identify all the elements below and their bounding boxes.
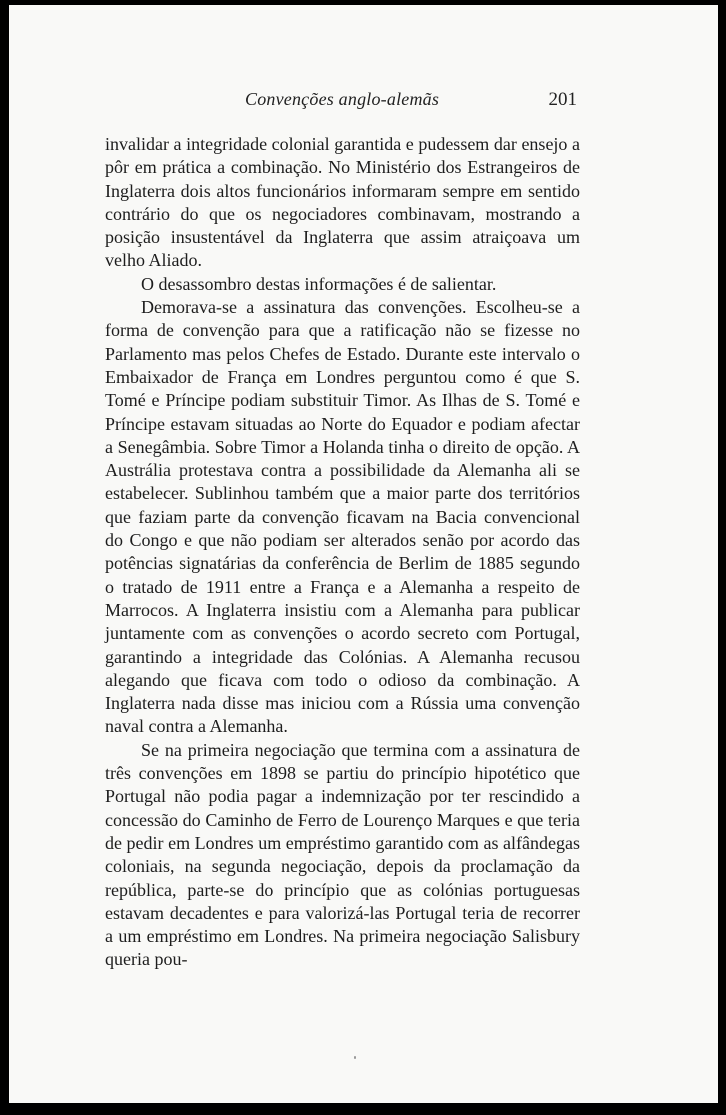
book-page (9, 5, 718, 1103)
paragraph: Demorava-se a assinatura das convenções. Escolheu-se a forma de convenção para que a ratificação não se fizesse no Parlamento mas pelos Chefes de Estado. Durante este intervalo o Embaixador de França em Londres perguntou como é que S. Tomé e Príncipe podiam substituir Timor. As Ilhas de S. Tomé e Príncipe estavam situadas ao Norte do Equador e podiam afectar a Senegâmbia. Sobre Timor a Holanda tinha o direito de opção. A Austrália protestava contra a possibilidade da Alemanha ali se estabelecer. Sublinhou também que a maior parte dos territórios que faziam parte da convenção ficavam na Bacia convencional do Congo e que não podiam ser alterados senão por acordo das potências signatárias da conferência de Berlim de 1885 segundo o tratado de 1911 entre a França e a Alemanha a respeito de Marrocos. A Inglaterra insistiu com a Alemanha para publicar juntamente com as convenções o acordo secreto com Portugal, garantindo a integridade das Colónias. A Alemanha recusou alegando que ficava com todo o odioso da combinação. A Inglaterra nada disse mas iniciou com a Rússia uma convenção naval contra a Alemanha. (105, 297, 580, 737)
paragraph: O desassombro destas informações é de salientar. (141, 273, 497, 294)
running-title: Convenções anglo-alemãs (245, 89, 440, 109)
page-header (245, 89, 577, 117)
paper-speck (354, 1056, 356, 1059)
paragraph-continuation: invalidar a integridade colonial garantida e pudessem dar ensejo a pôr em prática a combinação. No Ministério dos Estrangeiros de Inglaterra dois altos funcionários informaram sempre em sentido contrário do que os negociadores combinavam, mostrando a posição insustentável da Inglaterra que assim atraiçoava um velho Aliado. (105, 134, 580, 271)
paragraph: Se na primeira negociação que termina com a assinatura de três convenções em 1898 se partiu do princípio hipotético que Portugal não podia pagar a indemnização por ter rescindido a concessão do Caminho de Ferro de Lourenço Marques e que teria de pedir em Londres um empréstimo garantido com as alfândegas coloniais, na segunda negociação, depois da proclamação da república, parte-se do princípio que as colónias portuguesas estavam decadentes e para valorizá-las Portugal teria de recorrer a um empréstimo em Londres. Na primeira negociação Salisbury queria pou- (105, 739, 580, 970)
body-text (105, 133, 580, 972)
page-number: 201 (548, 89, 577, 110)
